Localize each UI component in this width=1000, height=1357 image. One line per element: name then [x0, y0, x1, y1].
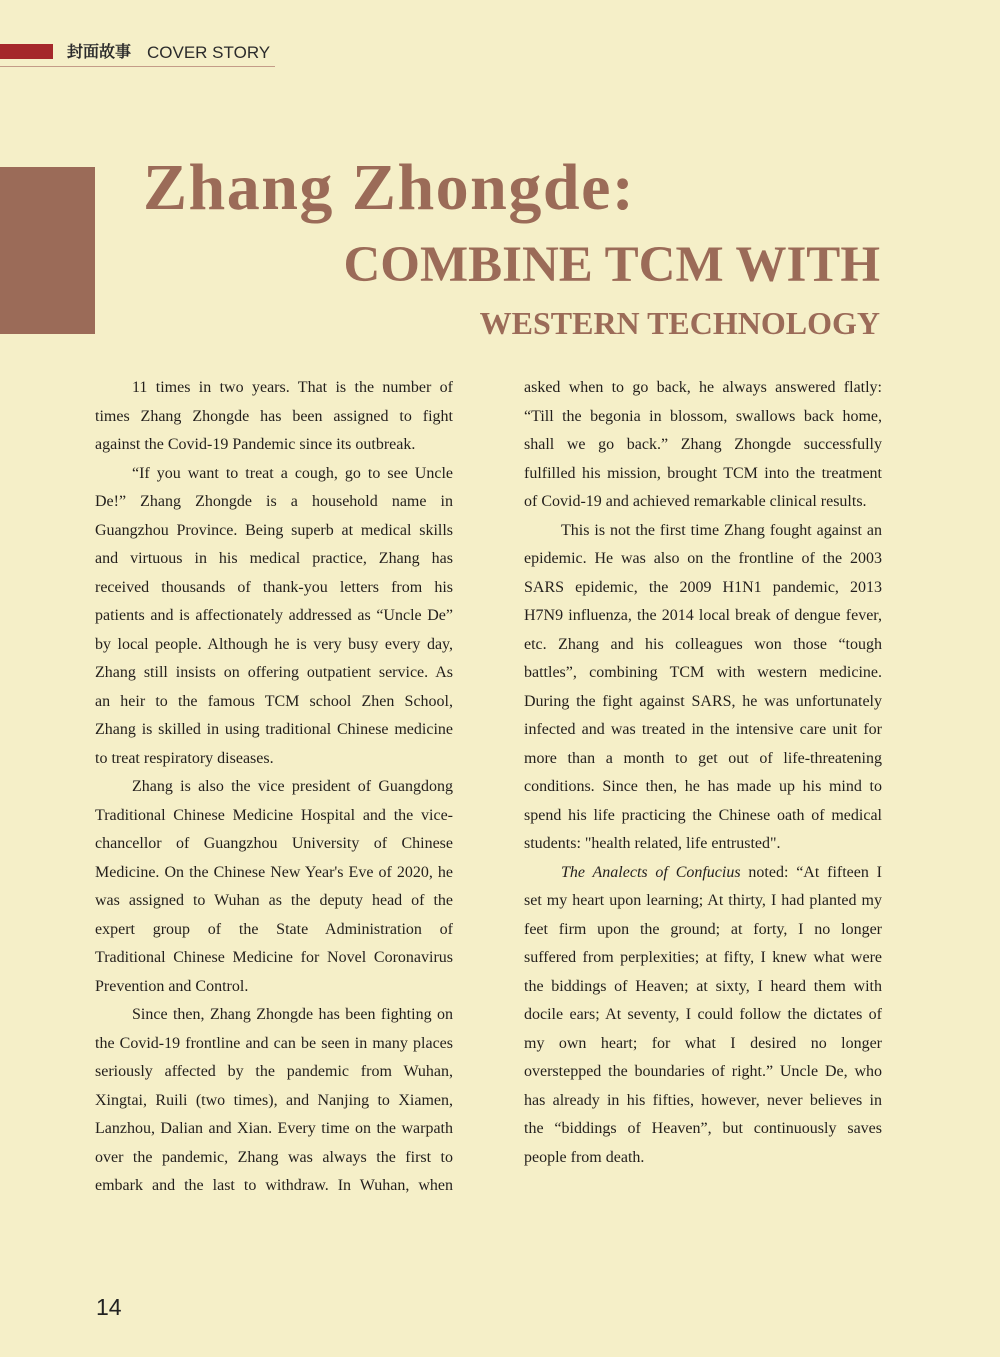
text-line: Guangzhou Province. Being superb at medical skills	[95, 521, 453, 539]
paragraph	[95, 773, 453, 1001]
section-label-chinese: 封面故事	[67, 42, 132, 61]
decorative-color-block	[0, 167, 95, 334]
book-title: The Analects of Confucius	[561, 863, 741, 881]
text-run: noted: “At fifteen I	[740, 863, 882, 881]
paragraph	[95, 460, 453, 774]
text-line: Since then, Zhang Zhongde has been fighting on	[132, 1006, 453, 1023]
text-line: set my heart upon learning; At thirty, I had planted my	[524, 892, 882, 909]
text-line: Prevention and Control.	[95, 977, 249, 995]
text-line: shall we go back.” Zhang Zhongde successfully	[524, 436, 882, 453]
section-marker-bar	[0, 44, 53, 59]
text-line: by local people. Although he is very busy every day,	[95, 635, 453, 653]
text-line: Xingtai, Ruili (two times), and Nanjing to Xiamen,	[95, 1091, 453, 1109]
page-number: 14	[96, 1294, 122, 1320]
text-line: Lanzhou, Dalian and Xian. Every time on the warpath	[95, 1120, 453, 1137]
text-line	[524, 859, 882, 888]
text-line: more than a month to get out of life-threatening	[524, 749, 882, 767]
text-line: etc. Zhang and his colleagues won those “tough	[524, 635, 882, 653]
text-line: students: "health related, life entrusted".	[524, 835, 781, 852]
text-line: “If you want to treat a cough, go to see Uncle	[132, 464, 453, 482]
text-line: an heir to the famous TCM school Zhen School,	[95, 692, 453, 710]
paragraph	[524, 517, 882, 859]
section-label-english: COVER STORY	[147, 43, 271, 62]
text-line: 11 times in two years. That is the number of	[132, 379, 453, 396]
text-line: Traditional Chinese Medicine for Novel Coronavirus	[95, 949, 453, 966]
text-line: Medicine. On the Chinese New Year's Eve of 2020, he	[95, 863, 453, 881]
text-line: the “biddings of Heaven”, but continuously saves	[524, 1120, 882, 1137]
text-line: was assigned to Wuhan as the deputy head of the	[95, 892, 453, 909]
text-line: chancellor of Guangzhou University of Chinese	[95, 835, 453, 852]
text-line: of Covid-19 and achieved remarkable clinical results.	[524, 493, 867, 510]
text-line: epidemic. He was also on the frontline of the 2003	[524, 550, 882, 567]
text-line: battles”, combining TCM with western medicine.	[524, 664, 882, 681]
text-line: to treat respiratory diseases.	[95, 749, 274, 767]
text-line: embark and the last to withdraw. In Wuhan, when	[95, 1177, 453, 1194]
text-line: fulfilled his mission, brought TCM into the treatment	[524, 464, 882, 482]
text-line: against the Covid-19 Pandemic since its outbreak.	[95, 436, 416, 453]
text-line: SARS epidemic, the 2009 H1N1 pandemic, 2013	[524, 578, 882, 596]
text-line: conditions. Since then, he has made up his mind to	[524, 778, 882, 795]
text-line: my own heart; for what I desired no longer	[524, 1034, 882, 1052]
text-line: overstepped the boundaries of right.” Uncle De, who	[524, 1063, 882, 1080]
text-line: times Zhang Zhongde has been assigned to fight	[95, 407, 453, 425]
text-line: over the pandemic, Zhang was always the first to	[95, 1148, 453, 1166]
text-line: the biddings of Heaven; at sixty, I heard them with	[524, 977, 882, 995]
text-line: patients and is affectionately addressed as “Uncle De”	[95, 607, 453, 624]
text-line: This is not the first time Zhang fought against an	[561, 521, 882, 539]
text-line: spend his life practicing the Chinese oath of medical	[524, 806, 882, 824]
text-line: expert group of the State Administration of	[95, 920, 453, 938]
text-line: Zhang is skilled in using traditional Chinese medicine	[95, 721, 453, 738]
text-line: suffered from perplexities; at fifty, I knew what were	[524, 949, 882, 966]
text-line: received thousands of thank-you letters from his	[95, 578, 453, 596]
text-line: the Covid-19 frontline and can be seen in many places	[95, 1034, 453, 1052]
text-line: has already in his fifties, however, never believes in	[524, 1091, 882, 1109]
text-line: Traditional Chinese Medicine Hospital and the vice-	[95, 806, 453, 824]
paragraph	[95, 1001, 453, 1201]
article-column-left	[95, 374, 453, 1201]
text-line: docile ears; At seventy, I could follow the dictates of	[524, 1006, 882, 1023]
text-line: “Till the begonia in blossom, swallows back home,	[524, 407, 882, 425]
article-column-right	[524, 374, 882, 1172]
headline-name: Zhang Zhongde:	[143, 151, 636, 224]
text-line: Zhang still insists on offering outpatient service. As	[95, 664, 453, 681]
text-line: Zhang is also the vice president of Guangdong	[132, 778, 453, 795]
headline-line-2: COMBINE TCM WITH	[343, 237, 880, 293]
paragraph	[95, 374, 453, 460]
text-line: infected and was treated in the intensive care unit for	[524, 721, 882, 738]
text-line: De!” Zhang Zhongde is a household name in	[95, 493, 453, 510]
text-line: seriously affected by the pandemic from Wuhan,	[95, 1063, 453, 1080]
text-line: and virtuous in his medical practice, Zhang has	[95, 550, 453, 567]
header-rule	[0, 66, 275, 67]
text-line: feet firm upon the ground; at forty, I no longer	[524, 920, 882, 938]
paragraph	[524, 374, 882, 517]
paragraph	[524, 859, 882, 1173]
text-line: H7N9 influenza, the 2014 local break of dengue fever,	[524, 607, 882, 624]
text-line: people from death.	[524, 1148, 645, 1166]
headline-line-3: WESTERN TECHNOLOGY	[479, 305, 880, 341]
text-line: asked when to go back, he always answered flatly:	[524, 379, 882, 396]
text-line: During the fight against SARS, he was unfortunately	[524, 692, 882, 710]
